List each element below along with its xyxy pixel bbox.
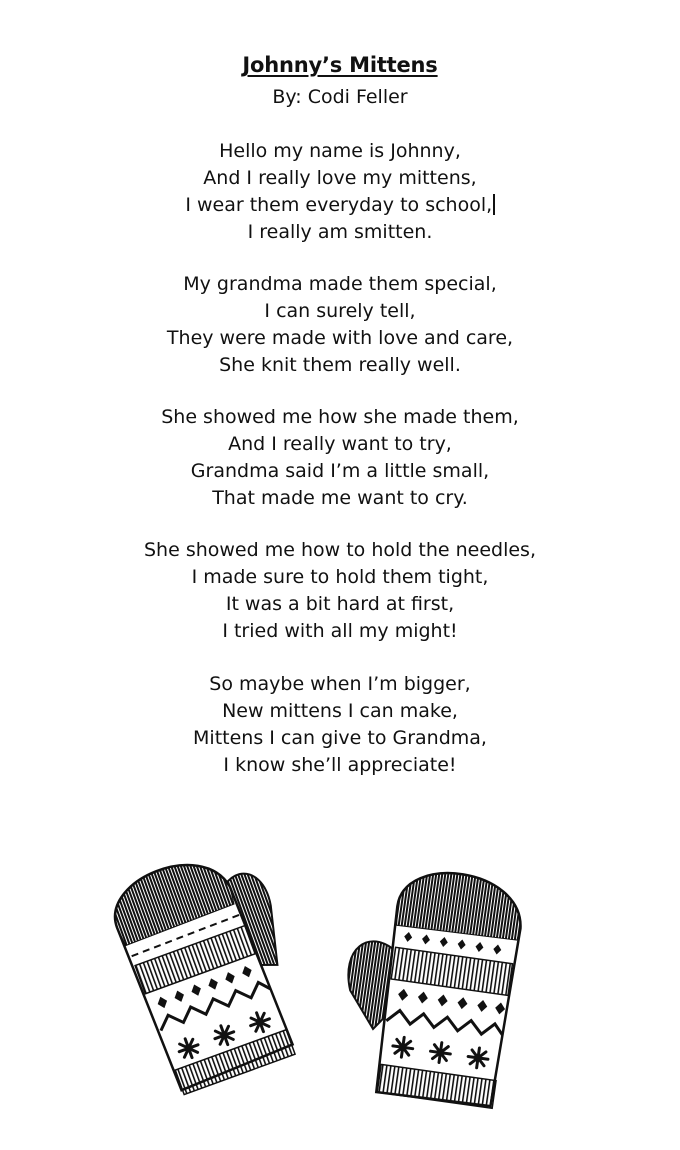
stanza-line: They were made with love and care,	[166, 327, 514, 349]
stanza-3	[0, 404, 680, 512]
stanza-line: She knit them really well.	[219, 354, 461, 376]
stanza-line: It was a bit hard at first,	[225, 593, 455, 615]
stanza-line: She showed me how to hold the needles,	[144, 539, 536, 561]
stanza-line: Grandma said I’m a little small,	[190, 460, 490, 482]
stanza-line: And I really love my mittens,	[203, 167, 477, 189]
right-mitten-icon	[332, 860, 527, 1108]
stanza-line: I know she’ll appreciate!	[223, 754, 457, 776]
stanza-4	[0, 537, 680, 645]
stanza-line: My grandma made them special,	[183, 273, 497, 295]
poem-title: Johnny’s Mittens	[242, 53, 438, 77]
stanza-line: I really am smitten.	[247, 221, 433, 243]
stanza-line: I can surely tell,	[264, 300, 416, 322]
stanza-line: New mittens I can make,	[222, 700, 458, 722]
stanza-line-with-caret	[0, 192, 680, 219]
text-cursor	[493, 194, 495, 215]
stanza-1	[0, 138, 680, 246]
stanza-line: Hello my name is Johnny,	[219, 140, 461, 162]
stanza-line: And I really want to try,	[228, 433, 452, 455]
poem-author: By: Codi Feller	[272, 86, 408, 108]
stanza-line: So maybe when I’m bigger,	[209, 673, 471, 695]
stanza-2	[0, 271, 680, 379]
stanza-line-text: I wear them everyday to school,	[185, 194, 493, 216]
stanza-line: I made sure to hold them tight,	[191, 566, 489, 588]
left-mitten-icon	[104, 838, 323, 1096]
knitted-mittens-illustration	[100, 838, 550, 1128]
stanza-line: Mittens I can give to Grandma,	[193, 727, 487, 749]
stanza-line: She showed me how she made them,	[161, 406, 519, 428]
stanza-line: I tried with all my might!	[222, 620, 458, 642]
stanza-line: That made me want to cry.	[212, 487, 468, 509]
stanza-5	[0, 671, 680, 779]
